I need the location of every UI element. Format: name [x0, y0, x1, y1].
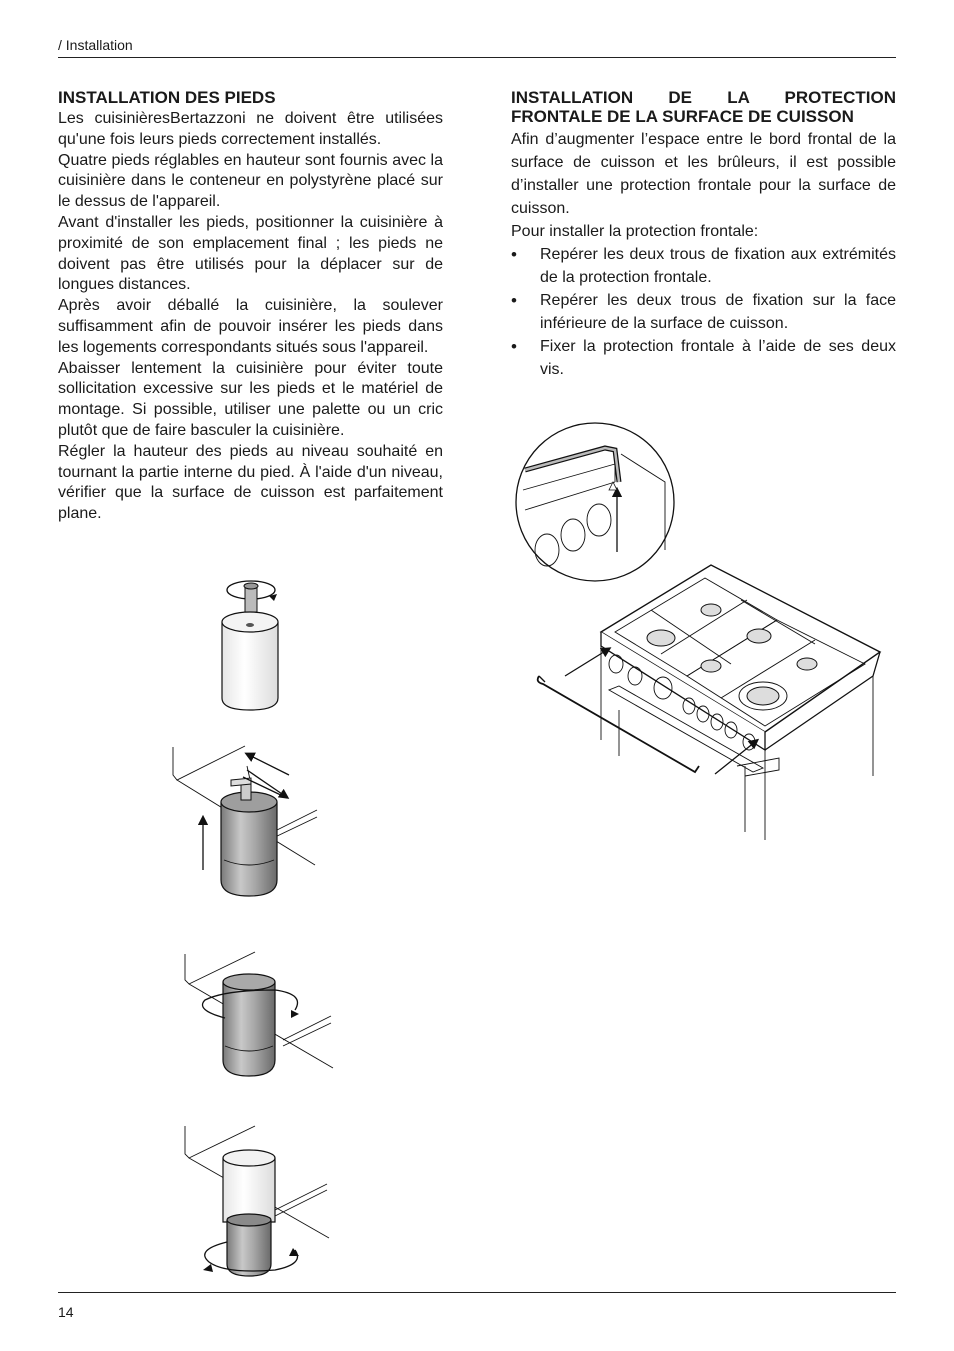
paragraph: Avant d'installer les pieds, positionner la cuisinière à proximité de son emplacement final ; les pieds ne doivent pas être utilisés pour la déplacer sur de longues distances.	[58, 213, 443, 294]
steps-list	[511, 243, 896, 381]
paragraph: Quatre pieds réglables en hauteur sont fournis avec la cuisinière dans le conteneur en polystyrène placé sur le dessus de l'appareil.	[58, 151, 443, 211]
paragraph: Régler la hauteur des pieds au niveau souhaité en tournant la partie interne du pied. À l'aide d'un niveau, vérifier que la surface de cuisson est parfaitement plane.	[58, 442, 443, 523]
step-1-foot-icon	[222, 581, 278, 710]
list-item: • Fixer la protection frontale à l’aide de ses deux vis.	[511, 335, 896, 381]
leg-installation-title: INSTALLATION DES PIEDS	[58, 88, 276, 107]
list-item: • Repérer les deux trous de fixation sur la face inférieure de la surface de cuisson.	[511, 289, 896, 335]
leg-installation-section	[58, 88, 443, 525]
front-guard-title: INSTALLATION DE LA PROTECTION FRONTALE DE LA SURFACE DE CUISSON	[511, 88, 896, 126]
paragraph: Les cuisinièresBertazzoni ne doivent être utilisées qu'une fois leurs pieds correctement installés.	[58, 110, 443, 148]
paragraph: Abaisser lentement la cuisinière pour éviter toute sollicitation excessive sur les pieds et le matériel de montage. Si possible, utiliser une palette ou un cric plutôt que de faire basculer la cuisinière.	[58, 359, 443, 439]
list-item: • Repérer les deux trous de fixation aux extrémités de la protection frontale.	[511, 243, 896, 289]
fixing-hole-detail-icon	[516, 423, 674, 581]
front-guard-section	[511, 88, 896, 381]
step-4-adjust-height-icon	[185, 1126, 329, 1276]
leg-assembly-steps-illustration	[165, 570, 345, 1285]
paragraph: Après avoir déballé la cuisinière, la soulever suffisamment afin de pouvoir insérer les pieds dans les logements correspondants situés sous l'appareil.	[58, 297, 443, 356]
range-front-guard-illustration	[515, 420, 885, 840]
page-number: 14	[58, 1304, 74, 1320]
intro-paragraph: Afin d’augmenter l’espace entre le bord frontal de la surface de cuisson et les brûleurs, il est possible d’installer une protection frontale pour la surface de cuisson.	[511, 131, 896, 217]
footer-divider	[58, 1292, 896, 1293]
header-divider	[58, 57, 896, 58]
step-2-insert-foot-icon	[173, 746, 317, 896]
running-header: / Installation	[58, 37, 133, 53]
lead-paragraph: Pour installer la protection frontale:	[511, 223, 759, 240]
range-cooktop-icon	[601, 565, 880, 750]
step-3-rotate-foot-icon	[185, 952, 333, 1076]
